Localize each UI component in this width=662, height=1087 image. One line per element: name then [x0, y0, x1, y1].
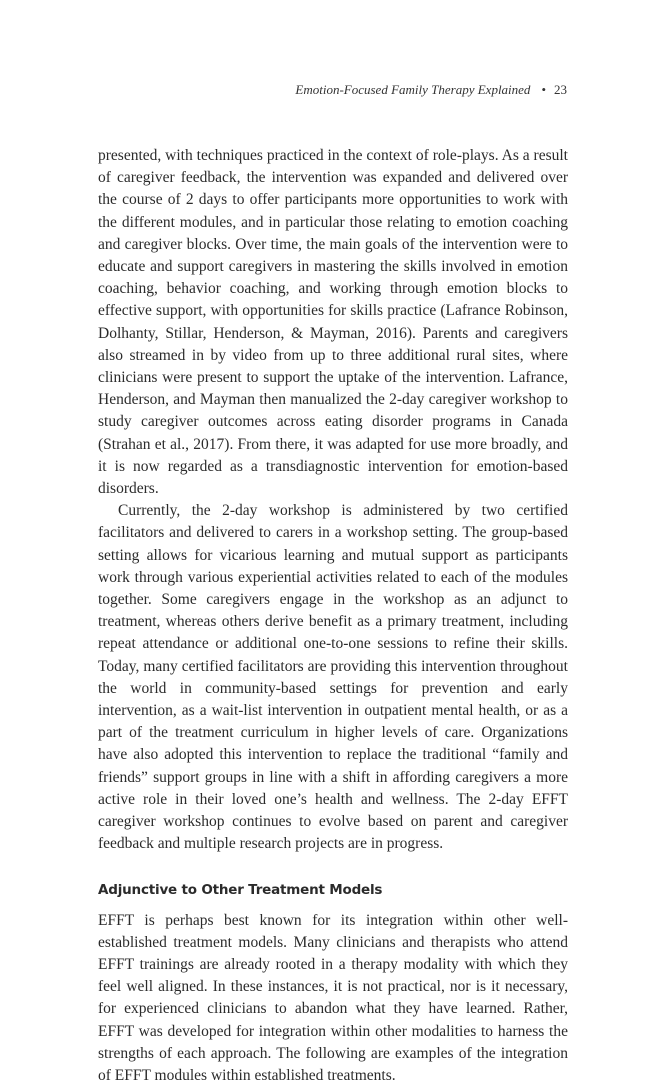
running-head-bullet: •	[541, 82, 546, 97]
body-text	[98, 145, 568, 1087]
paragraph-workshop: Currently, the 2-day workshop is administered by two certified facilitators and delivered to carers in a workshop setting. The group-based setting allows for vicarious learning and mutual support as participants work through various experiential activities related to each of the modules together. Some caregivers engage in the workshop as an adjunct to treatment, whereas others derive benefit as a primary treatment, including repeat attendance or additional one-to-one sessions to refine their skills. Today, many certified facilitators are providing this intervention throughout the world in community-based settings for prevention and early intervention, as a wait-list intervention in outpatient mental health, or as a part of the treatment curriculum in higher levels of care. Organizations have also adopted this intervention to replace the traditional “family and friends” support groups in line with a shift in affording caregivers a more active role in their loved one’s health and wellness. The 2-day EFFT caregiver workshop continues to evolve based on parent and caregiver feedback and multiple research projects are in progress.	[98, 500, 568, 855]
running-head	[295, 82, 567, 98]
running-head-title: Emotion-Focused Family Therapy Explained	[295, 82, 530, 97]
page-number: 23	[554, 82, 567, 97]
paragraph-continued: presented, with techniques practiced in the context of role-plays. As a result of caregiver feedback, the intervention was expanded and delivered over the course of 2 days to offer participants more opportunities to work with the different modules, and in particular those relating to emotion coaching and caregiver blocks. Over time, the main goals of the intervention were to educate and support caregivers in mastering the skills involved in emotion coaching, behavior coaching, and working through emotion blocks to effective support, with opportunities for skills practice (Lafrance Robinson, Dolhanty, Stillar, Henderson, & Mayman, 2016). Parents and caregivers also streamed in by video from up to three additional rural sites, where clinicians were present to support the uptake of the intervention. Lafrance, Henderson, and Mayman then manualized the 2-day caregiver workshop to study caregiver outcomes across eating disorder programs in Canada (Strahan et al., 2017). From there, it was adapted for use more broadly, and it is now regarded as a transdiagnostic intervention for emotion-based disorders.	[98, 145, 568, 500]
section-heading: Adjunctive to Other Treatment Models	[98, 882, 568, 898]
paragraph-adjunctive: EFFT is perhaps best known for its integration within other well-established treatment models. Many clinicians and therapists who attend EFFT trainings are already rooted in a therapy modality with which they feel well aligned. In these instances, it is not practical, nor is it necessary, for experienced clinicians to abandon what they have learned. Rather, EFFT was developed for integration within other modalities to harness the strengths of each approach. The following are examples of the integration of EFFT modules within established treatments.	[98, 910, 568, 1087]
